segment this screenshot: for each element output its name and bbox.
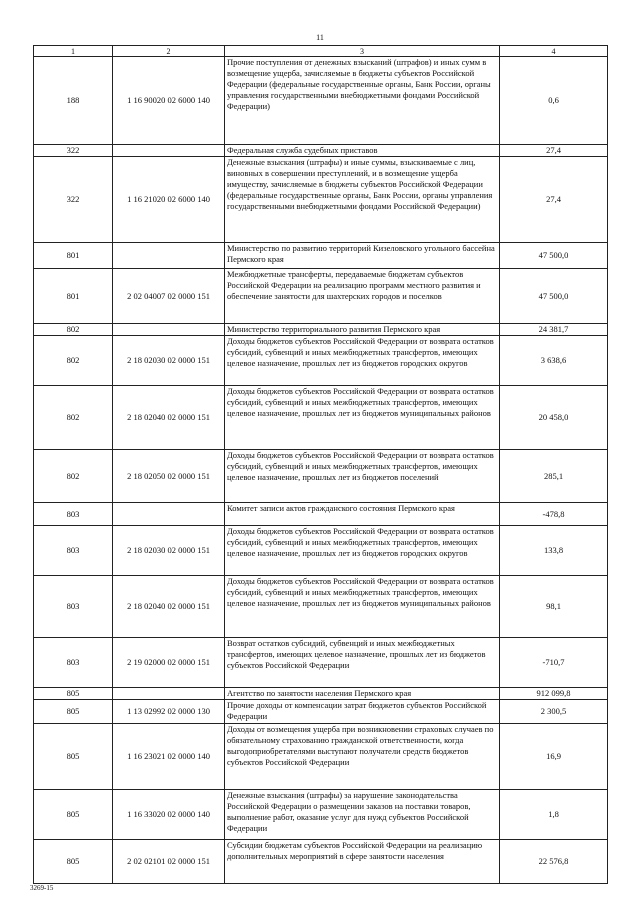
table-row: [34, 336, 608, 386]
budget-code-cell: 1 16 21020 02 6000 140: [113, 157, 225, 243]
revenue-name-cell: Доходы от возмещения ущерба при возникновении страховых случаев по обязательному страхованию гражданской ответственности, когда выгодоприобретателями выступают получатели средств бюджетов субъектов Российской Федерации: [225, 724, 500, 790]
budget-code-cell: 2 19 02000 02 0000 151: [113, 638, 225, 688]
budget-code-cell: [113, 688, 225, 700]
admin-code-cell: 803: [34, 526, 113, 576]
column-header-2: 2: [113, 46, 225, 57]
amount-cell: 98,1: [500, 576, 608, 638]
revenue-name-cell: Денежные взыскания (штрафы) и иные суммы, взыскиваемые с лиц, виновных в совершении преступлений, и в возмещение ущерба имуществу, зачисляемые в бюджеты субъектов Российской Федерации (федеральные государственные органы, Банк России, органы управления государственными внебюджетными фондами Российской Федерации): [225, 157, 500, 243]
budget-code-cell: 2 18 02030 02 0000 151: [113, 526, 225, 576]
table-row: [34, 724, 608, 790]
budget-code-cell: 2 02 04007 02 0000 151: [113, 269, 225, 324]
table-row: [34, 638, 608, 688]
admin-code-cell: 803: [34, 503, 113, 526]
amount-cell: -710,7: [500, 638, 608, 688]
amount-cell: 27,4: [500, 145, 608, 157]
column-header-3: 3: [225, 46, 500, 57]
table-row: [34, 526, 608, 576]
amount-cell: 285,1: [500, 450, 608, 503]
footer-code: 3269-15: [30, 884, 54, 892]
admin-code-cell: 805: [34, 688, 113, 700]
admin-code-cell: 802: [34, 450, 113, 503]
table-row: [34, 269, 608, 324]
revenue-name-cell: Денежные взыскания (штрафы) за нарушение законодательства Российской Федерации о размещении заказов на поставки товаров, выполнение работ, оказание услуг для нужд субъектов Российской Федерации: [225, 790, 500, 840]
admin-code-cell: 322: [34, 157, 113, 243]
admin-code-cell: 802: [34, 336, 113, 386]
amount-cell: 1,8: [500, 790, 608, 840]
revenue-name-cell: Межбюджетные трансферты, передаваемые бюджетам субъектов Российской Федерации на реализацию программ местного развития и обеспечение занятости для шахтерских городов и поселков: [225, 269, 500, 324]
admin-code-cell: 805: [34, 724, 113, 790]
admin-code-cell: 322: [34, 145, 113, 157]
amount-cell: 16,9: [500, 724, 608, 790]
revenue-name-cell: Субсидии бюджетам субъектов Российской Федерации на реализацию дополнительных мероприятий в сфере занятости населения: [225, 840, 500, 884]
amount-cell: 22 576,8: [500, 840, 608, 884]
budget-code-cell: [113, 145, 225, 157]
admin-code-cell: 805: [34, 700, 113, 724]
amount-cell: 27,4: [500, 157, 608, 243]
amount-cell: 24 381,7: [500, 324, 608, 336]
revenue-name-cell: Доходы бюджетов субъектов Российской Федерации от возврата остатков субсидий, субвенций и иных межбюджетных трансфертов, имеющих целевое назначение, прошлых лет из бюджетов городских округов: [225, 336, 500, 386]
admin-code-cell: 805: [34, 790, 113, 840]
revenue-name-cell: Доходы бюджетов субъектов Российской Федерации от возврата остатков субсидий, субвенций и иных межбюджетных трансфертов, имеющих целевое назначение, прошлых лет из бюджетов муниципальных районов: [225, 386, 500, 450]
revenue-name-cell: Министерство территориального развития Пермского края: [225, 324, 500, 336]
admin-code-cell: 801: [34, 269, 113, 324]
budget-code-cell: [113, 324, 225, 336]
amount-cell: 912 099,8: [500, 688, 608, 700]
amount-cell: 133,8: [500, 526, 608, 576]
table-row: [34, 145, 608, 157]
table-row: [34, 57, 608, 145]
amount-cell: 47 500,0: [500, 269, 608, 324]
amount-cell: 20 458,0: [500, 386, 608, 450]
table-row: [34, 450, 608, 503]
budget-code-cell: 2 18 02030 02 0000 151: [113, 336, 225, 386]
budget-code-cell: 1 16 90020 02 6000 140: [113, 57, 225, 145]
revenue-name-cell: Доходы бюджетов субъектов Российской Федерации от возврата остатков субсидий, субвенций и иных межбюджетных трансфертов, имеющих целевое назначение, прошлых лет из бюджетов городских округов: [225, 526, 500, 576]
revenue-name-cell: Возврат остатков субсидий, субвенций и иных межбюджетных трансфертов, имеющих целевое назначение, прошлых лет из бюджетов субъектов Российской Федерации: [225, 638, 500, 688]
column-header-1: 1: [34, 46, 113, 57]
amount-cell: 0,6: [500, 57, 608, 145]
column-header-row: [34, 46, 608, 57]
admin-code-cell: 803: [34, 638, 113, 688]
revenue-name-cell: Федеральная служба судебных приставов: [225, 145, 500, 157]
admin-code-cell: 805: [34, 840, 113, 884]
table-row: [34, 503, 608, 526]
revenue-name-cell: Агентство по занятости населения Пермского края: [225, 688, 500, 700]
table-row: [34, 324, 608, 336]
table-row: [34, 157, 608, 243]
admin-code-cell: 801: [34, 243, 113, 269]
table-row: [34, 386, 608, 450]
budget-code-cell: 2 02 02101 02 0000 151: [113, 840, 225, 884]
admin-code-cell: 802: [34, 324, 113, 336]
revenue-name-cell: Прочие поступления от денежных взысканий (штрафов) и иных сумм в возмещение ущерба, зачисляемые в бюджеты субъектов Российской Федерации (федеральные государственные органы, Банк России, органы управления государственными внебюджетными фондами Российской Федерации): [225, 57, 500, 145]
revenue-table: [33, 45, 608, 884]
budget-code-cell: 1 13 02992 02 0000 130: [113, 700, 225, 724]
revenue-name-cell: Прочие доходы от компенсации затрат бюджетов субъектов Российской Федерации: [225, 700, 500, 724]
column-header-4: 4: [500, 46, 608, 57]
amount-cell: 3 638,6: [500, 336, 608, 386]
page-number: 11: [316, 33, 324, 42]
admin-code-cell: 802: [34, 386, 113, 450]
table-row: [34, 790, 608, 840]
budget-code-cell: 1 16 33020 02 0000 140: [113, 790, 225, 840]
revenue-name-cell: Комитет записи актов гражданского состояния Пермского края: [225, 503, 500, 526]
table-row: [34, 840, 608, 884]
table-row: [34, 700, 608, 724]
table-row: [34, 243, 608, 269]
budget-code-cell: [113, 503, 225, 526]
amount-cell: 47 500,0: [500, 243, 608, 269]
table-row: [34, 688, 608, 700]
budget-code-cell: [113, 243, 225, 269]
admin-code-cell: 188: [34, 57, 113, 145]
revenue-name-cell: Доходы бюджетов субъектов Российской Федерации от возврата остатков субсидий, субвенций и иных межбюджетных трансфертов, имеющих целевое назначение, прошлых лет из бюджетов муниципальных районов: [225, 576, 500, 638]
budget-code-cell: 2 18 02040 02 0000 151: [113, 386, 225, 450]
admin-code-cell: 803: [34, 576, 113, 638]
budget-code-cell: 1 16 23021 02 0000 140: [113, 724, 225, 790]
revenue-name-cell: Министерство по развитию территорий Кизеловского угольного бассейна Пермского края: [225, 243, 500, 269]
budget-code-cell: 2 18 02040 02 0000 151: [113, 576, 225, 638]
amount-cell: -478,8: [500, 503, 608, 526]
table-row: [34, 576, 608, 638]
amount-cell: 2 300,5: [500, 700, 608, 724]
budget-code-cell: 2 18 02050 02 0000 151: [113, 450, 225, 503]
revenue-name-cell: Доходы бюджетов субъектов Российской Федерации от возврата остатков субсидий, субвенций и иных межбюджетных трансфертов, имеющих целевое назначение, прошлых лет из бюджетов поселений: [225, 450, 500, 503]
